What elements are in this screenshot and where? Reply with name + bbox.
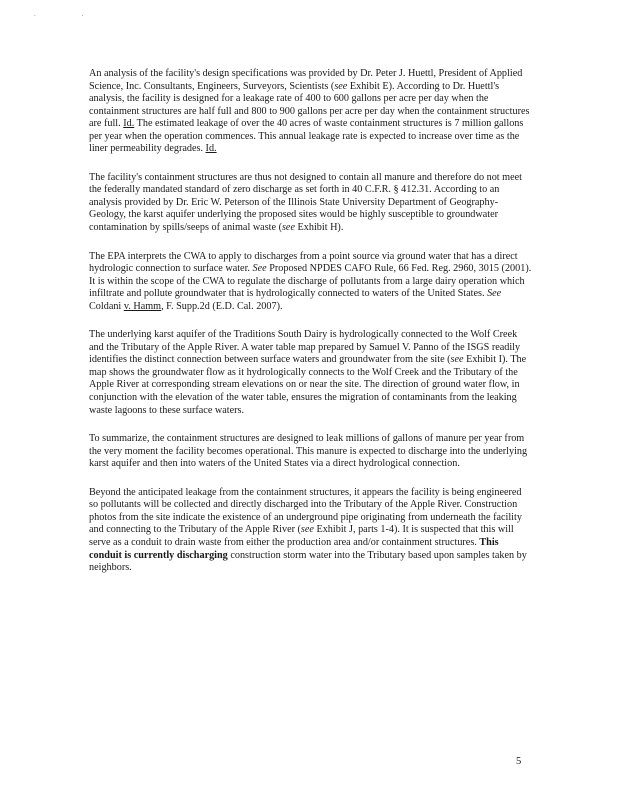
p3-case-name: v. Hamm bbox=[123, 300, 162, 312]
p3-text-d: , F. Supp.2d (E.D. Cal. 2007). bbox=[161, 300, 283, 312]
p6-bold-emphasis: This conduit is currently discharging bbox=[89, 536, 499, 561]
paragraph-epa-interpretation bbox=[89, 251, 533, 314]
p2-text-a: The facility's containment structures are thus not designed to contain all manure and therefore do not meet the federally mandated standard of zero discharge as set forth in 40 C.F.R. § 412.31. According to an analysis provided by Dr. Eric W. Peterson of the Illinois State University Department of Geography-Geology, the karst aquifer underlying the proposed sites would be highly susceptible to groundwater contamination by spills/seeps of animal waste ( bbox=[89, 171, 522, 234]
p1-text-b: Exhibit E). According to Dr. Huettl's analysis, the facility is designed for a leakage rate of 400 to 600 gallons per acre per day when the containment structures are half full and 800 to 900 gallons per acre per day when the containment structures are full. bbox=[89, 80, 530, 130]
paragraph-containment-structures bbox=[89, 172, 533, 235]
p4-see: see bbox=[450, 354, 464, 366]
page-body bbox=[89, 68, 533, 591]
paragraph-summary bbox=[89, 433, 533, 471]
p1-id-citation-2: Id. bbox=[205, 143, 217, 155]
p4-text-a: The underlying karst aquifer of the Traditions South Dairy is hydrologically connected to the Wolf Creek and the Tributary of the Apple River. A water table map prepared by Samuel V. Panno of the ISGS readily identifies the distinct connection between surface waters and groundwater from the site ( bbox=[89, 329, 521, 366]
p1-id-citation-1: Id. bbox=[123, 118, 135, 130]
p2-see: see bbox=[281, 222, 295, 234]
scan-corner-marks: . . bbox=[34, 10, 106, 18]
paragraph-underground-pipe bbox=[89, 487, 533, 575]
p4-text-b: Exhibit I). The map shows the groundwater flow as it hydrologically connects to the Wolf Creek and the Tributary of the Apple River at corresponding stream elevations on or near the site. The direction of ground water flow, in conjunction with the elevation of the water table, ensures the migration of contaminants from the leaking waste lagoons to these surface waters. bbox=[89, 354, 527, 416]
p3-text-c: Coldani bbox=[89, 300, 124, 312]
p3-text-a: The EPA interprets the CWA to apply to discharges from a point source via ground water that has a direct hydrologic connection to surface water. bbox=[89, 250, 518, 275]
p2-text-b: Exhibit H). bbox=[294, 222, 344, 234]
paragraph-karst-aquifer bbox=[89, 329, 533, 417]
p6-text-a: Beyond the anticipated leakage from the containment structures, it appears the facility is being engineered so pollutants will be collected and directly discharged into the Tributary of the Apple River. Construction photos from the site indicate the existence of an underground pipe originating from underneath the facility and connecting to the Tributary of the Apple River ( bbox=[89, 486, 522, 536]
p1-text-a: An analysis of the facility's design specifications was provided by Dr. Peter J. Huettl, President of Applied Science, Inc. Consultants, Engineers, Surveyors, Scientists ( bbox=[89, 68, 523, 92]
p3-text-b: Proposed NPDES CAFO Rule, 66 Fed. Reg. 2960, 3015 (2001). It is within the scope of the CWA to regulate the discharge of pollutants from a large dairy operation which infiltrate and pollute groundwater that is hydrologically connected to waters of the United States. bbox=[89, 263, 532, 300]
p3-see-2: See bbox=[487, 288, 502, 300]
p3-see-1: See bbox=[252, 263, 267, 275]
page-number: 5 bbox=[516, 756, 522, 767]
p5-text-a: To summarize, the containment structures are designed to leak millions of gallons of manure per year from the very moment the facility becomes operational. This manure is expected to discharge into the underlying karst aquifer and then into waters of the United States via a direct hydrological connection. bbox=[89, 433, 528, 470]
p1-see: see bbox=[334, 80, 348, 92]
p6-text-b: Exhibit J, parts 1-4). It is suspected that this will serve as a conduit to drain waste from either the production area and/or containment structures. bbox=[89, 524, 514, 548]
p1-text-c: The estimated leakage of over the 40 acres of waste containment structures is 7 million gallons per year when the operation commences. This annual leakage rate is expected to increase over time as the liner permeability degrades. bbox=[89, 118, 524, 155]
p6-see: see bbox=[300, 524, 314, 536]
paragraph-design-specifications bbox=[89, 68, 533, 156]
p6-text-c: construction storm water into the Tributary based upon samples taken by neighbors. bbox=[89, 549, 527, 574]
